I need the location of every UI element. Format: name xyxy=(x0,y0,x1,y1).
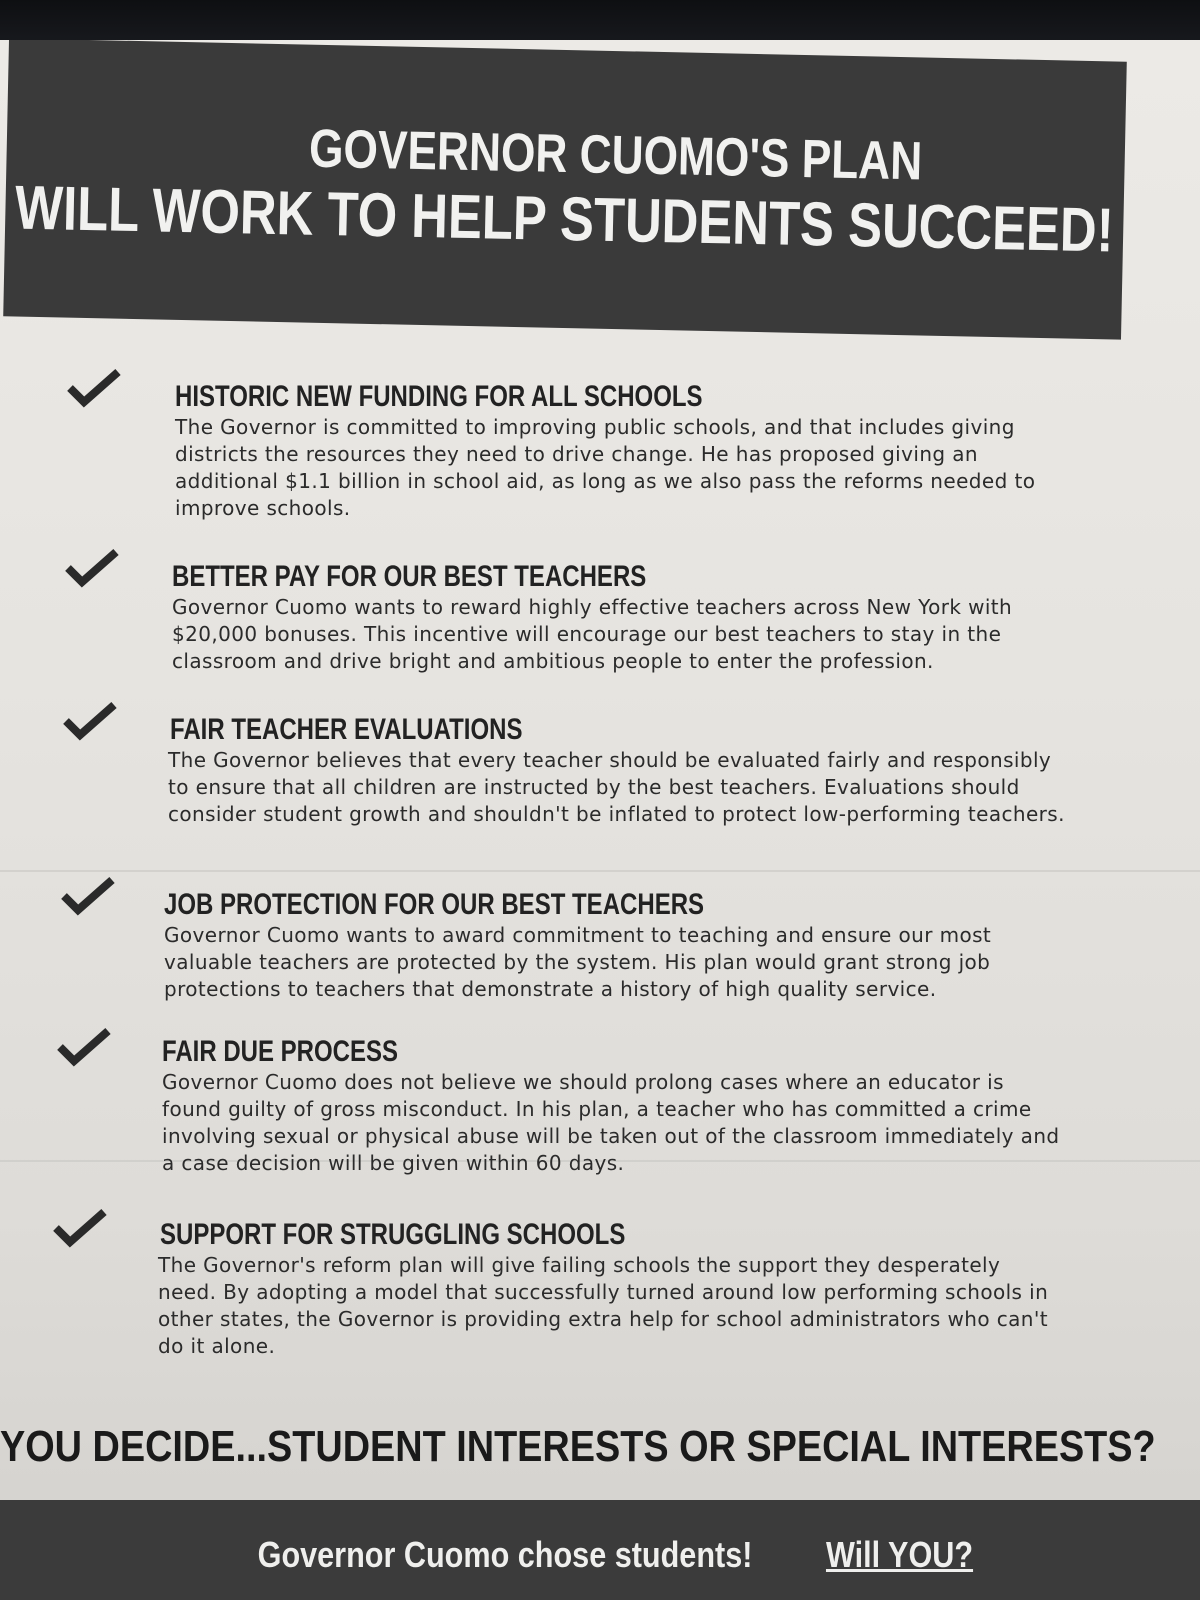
footer-banner xyxy=(0,1500,1200,1600)
item-body: The Governor is committed to improving public schools, and that includes giving districts the resources they need to drive change. He has proposed giving an additional $1.1 billion in school aid, as long as we also pass the reforms needed to improve schools. xyxy=(175,415,1036,520)
item-body: Governor Cuomo does not believe we should prolong cases where an educator is found guilty of gross misconduct. In his plan, a teacher who has committed a crime involving sexual or physical abuse will be taken out of the classroom immediately and a case decision will be given within 60 days. xyxy=(162,1070,1060,1175)
item-title: BETTER PAY FOR OUR BEST TEACHERS xyxy=(172,560,647,593)
item-title: FAIR TEACHER EVALUATIONS xyxy=(170,713,523,746)
checkmark-icon xyxy=(56,1025,112,1069)
item-body: Governor Cuomo wants to award commitment to teaching and ensure our most valuable teachers are protected by the system. His plan would grant strong job protections to teachers that demonstrate a history of high quality service. xyxy=(164,923,992,1001)
checkmark-icon xyxy=(60,874,116,918)
header-title-line1: GOVERNOR CUOMO'S PLAN xyxy=(308,118,923,192)
item-title: SUPPORT FOR STRUGGLING SCHOOLS xyxy=(160,1218,626,1251)
checkmark-icon xyxy=(52,1206,108,1250)
checkmark-icon xyxy=(62,699,118,743)
item-body: The Governor believes that every teacher should be evaluated fairly and responsibly to ensure that all children are instructed by the best teachers. Evaluations should consider student growth and shouldn't be inflated to protect low-performing teachers. xyxy=(168,748,1065,826)
footer-statement: Governor Cuomo chose students! xyxy=(258,1534,753,1575)
checkmark-icon xyxy=(64,546,120,590)
header-banner xyxy=(3,40,1127,340)
footer-call-to-action: Will YOU? xyxy=(825,1534,973,1575)
item-body: The Governor's reform plan will give failing schools the support they desperately need. By adopting a model that successfully turned around low performing schools in other states, the Governor is providing extra help for school administrators who can't do it alone. xyxy=(158,1253,1049,1358)
item-title: JOB PROTECTION FOR OUR BEST TEACHERS xyxy=(164,888,705,921)
item-title: HISTORIC NEW FUNDING FOR ALL SCHOOLS xyxy=(175,380,703,413)
flyer-page xyxy=(0,40,1200,1600)
checkmark-icon xyxy=(66,366,122,410)
header-title-line2: WILL WORK TO HELP STUDENTS SUCCEED! xyxy=(14,173,1115,266)
item-title: FAIR DUE PROCESS xyxy=(162,1035,399,1068)
closing-question: YOU DECIDE...STUDENT INTERESTS OR SPECIAL INTERESTS? xyxy=(0,1422,1156,1471)
item-body: Governor Cuomo wants to reward highly effective teachers across New York with $20,000 bonuses. This incentive will encourage our best teachers to stay in the classroom and drive bright and ambitious people to enter the profession. xyxy=(172,595,1013,673)
